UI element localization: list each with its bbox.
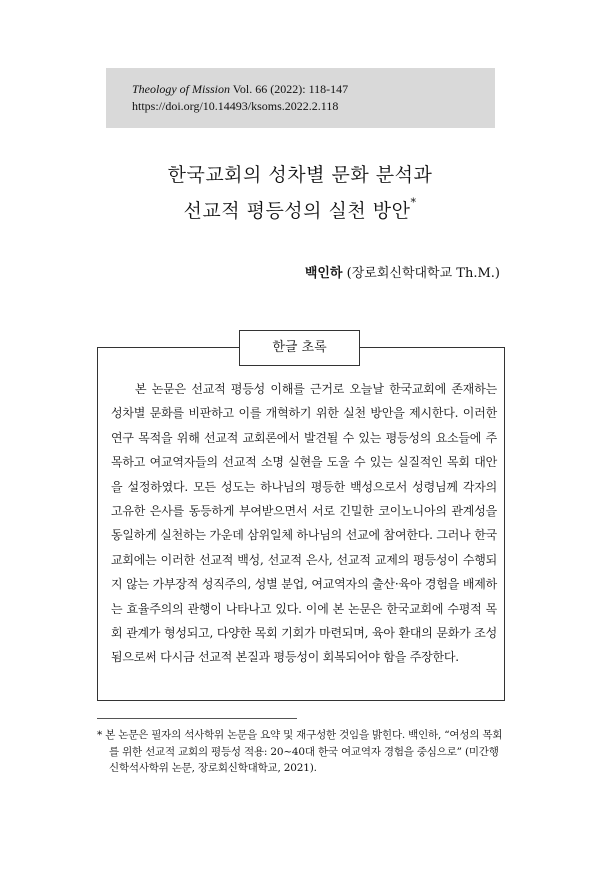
journal-citation <box>132 81 495 98</box>
abstract-text: 본 논문은 선교적 평등성 이해를 근거로 오늘날 한국교회에 존재하는 성차별 문화를 비판하고 이를 개혁하기 위한 실천 방안을 제시한다. 이러한 연구 목적을 위해 선교적 교회론에서 발견될 수 있는 평등성의 요소들에 주목하고 여교역자들의 선교적 소명 실현을 도울 수 있는 실질적인 목회 대안을 설정하였다. 모든 성도는 하나님의 평등한 백성으로서 성령님께 각자의 고유한 은사를 동등하게 부여받으면서 서로 긴밀한 코이노니아의 관계성을 동일하게 실천하는 가운데 삼위일체 하나님의 선교에 참여한다. 그러나 한국교회에는 이러한 선교적 백성, 선교적 은사, 선교적 교제의 평등성이 수행되지 않는 가부장적 성직주의, 성별 분업, 여교역자의 출산·육아 경험을 배제하는 효율주의의 관행이 나타나고 있다. 이에 본 논문은 한국교회에 수평적 목회 관계가 형성되고, 다양한 목회 기회가 마련되며, 육아 환대의 문화가 조성됨으로써 다시금 선교적 본질과 평등성이 회복되어야 함을 주장한다. <box>111 382 497 665</box>
author-name: 백인하 <box>304 266 343 281</box>
title-footnote-mark: * <box>410 196 417 209</box>
journal-name: Theology of Mission <box>132 82 230 96</box>
doi-link[interactable]: https://doi.org/10.14493/ksoms.2022.2.118 <box>132 99 339 113</box>
journal-header <box>106 68 495 128</box>
author-line <box>305 262 500 281</box>
title-line-1: 한국교회의 성차별 문화 분석과 <box>167 164 433 186</box>
footnote: * 본 논문은 필자의 석사학위 논문을 요약 및 재구성한 것임을 밝힌다. 백인하, “여성의 목회를 위한 선교적 교회의 평등성 적용: 20~40대 한국 여교역자 경험을 중심으로” (미간행 신학석사학위 논문, 장로회신학대학교, 2021). <box>97 729 503 774</box>
title-line-2 <box>0 196 600 223</box>
journal-volume: Vol. 66 (2022): 118-147 <box>232 82 349 96</box>
title-line-2-text: 선교적 평등성의 실천 방안 <box>183 200 411 222</box>
abstract-label: 한글 초록 <box>239 330 360 366</box>
author-affiliation: (장로회신학대학교 Th.M.) <box>346 266 500 281</box>
footnote-divider <box>97 718 297 719</box>
